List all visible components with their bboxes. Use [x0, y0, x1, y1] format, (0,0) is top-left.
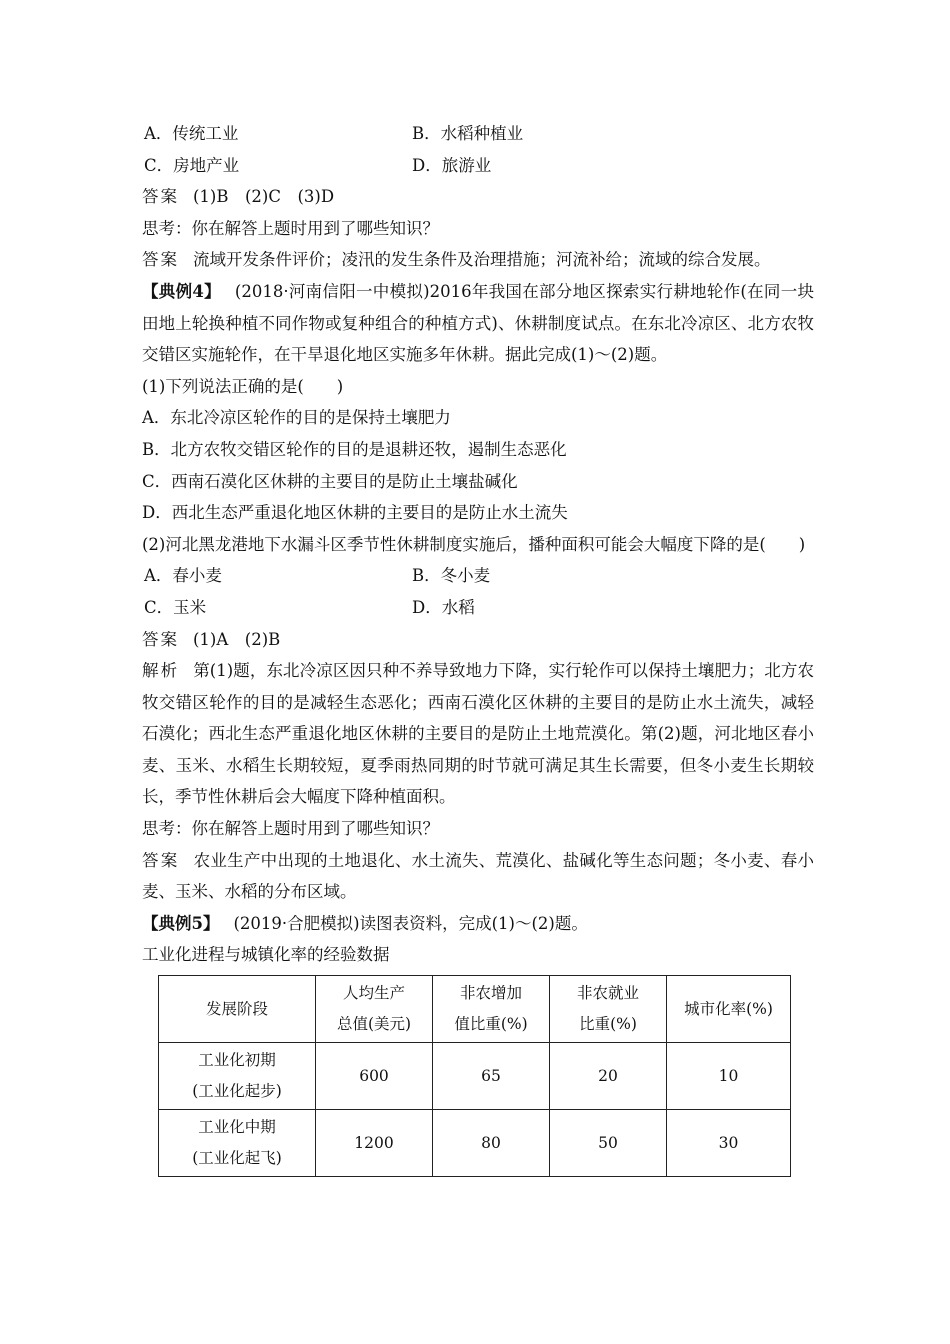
option-d: D．西北生态严重退化地区休耕的主要目的是防止水土流失 [142, 503, 568, 523]
example-tag: 【典例5】 [142, 913, 220, 933]
cell-nonagri-employ: 50 [550, 1110, 667, 1177]
cell-stage: 工业化初期 (工业化起步) [159, 1043, 316, 1110]
option-row [142, 150, 814, 182]
data-table [158, 975, 791, 1177]
option-row [142, 560, 814, 592]
example-text: (2018·河南信阳一中模拟)2016年我国在部分地区探索实行耕地轮作(在同一块田地上轮换种植不同作物或复种组合的种植方式)、休耕制度试点。在东北冷凉区、北方农牧交错区实施轮作，在干旱退化地区实施多年休耕。据此完成(1)～(2)题。 [142, 281, 814, 365]
answer-text: (1)B (2)C (3)D [193, 187, 335, 207]
option-b: B．水稻种植业 [412, 124, 524, 143]
example-4 [142, 276, 814, 371]
think-line: 思考：你在解答上题时用到了哪些知识？ [142, 218, 439, 238]
question-stem: (1)下列说法正确的是( ) [142, 376, 344, 396]
think-line: 思考：你在解答上题时用到了哪些知识？ [142, 819, 439, 839]
option-b: B．冬小麦 [412, 566, 491, 586]
header-nonagri-employ: 非农就业 比重(%) [550, 976, 667, 1043]
option-d: D．旅游业 [412, 155, 492, 175]
answer-line [142, 845, 814, 908]
cell-nonagri-value: 80 [433, 1110, 550, 1177]
cell-gdp: 600 [316, 1043, 433, 1110]
option-c: C．玉米 [144, 597, 207, 617]
example-text: (2019·合肥模拟)读图表资料，完成(1)～(2)题。 [233, 913, 588, 933]
header-gdp: 人均生产 总值(美元) [316, 976, 433, 1043]
option-a: A．东北冷凉区轮作的目的是保持土壤肥力 [142, 408, 451, 428]
header-stage: 发展阶段 [159, 976, 316, 1043]
answer-text: 流域开发条件评价；凌汛的发生条件及治理措施；河流补给；流域的综合发展。 [193, 250, 771, 270]
header-nonagri-value: 非农增加 值比重(%) [433, 976, 550, 1043]
cell-gdp: 1200 [316, 1110, 433, 1177]
table-row [159, 1110, 791, 1177]
analysis [142, 655, 814, 813]
option-a: A．传统工业 [144, 124, 239, 143]
header-urban: 城市化率(%) [667, 976, 791, 1043]
cell-stage: 工业化中期 (工业化起飞) [159, 1110, 316, 1177]
answer-text: (1)A (2)B [193, 629, 281, 649]
document-page [142, 118, 814, 1177]
example-5 [142, 908, 814, 940]
option-c: C．西南石漠化区休耕的主要目的是防止土壤盐碱化 [142, 471, 518, 491]
cell-urban: 10 [667, 1043, 791, 1110]
table-caption: 工业化进程与城镇化率的经验数据 [142, 945, 390, 965]
option-row [142, 118, 814, 150]
example-tag: 【典例4】 [142, 281, 221, 301]
cell-urban: 30 [667, 1110, 791, 1177]
answer-line [142, 244, 814, 276]
answer-label: 答案 [142, 187, 179, 207]
answer-label: 答案 [142, 250, 179, 270]
option-d: D．水稻 [412, 597, 475, 617]
option-a: A．春小麦 [144, 566, 222, 586]
analysis-text: 第(1)题，东北冷凉区因只种不养导致地力下降，实行轮作可以保持土壤肥力；北方农牧交错区轮作的目的是减轻生态恶化；西南石漠化区休耕的主要目的是防止水土流失，减轻石漠化；西北生态严重退化地区休耕的主要目的是防止土地荒漠化。第(2)题，河北地区春小麦、玉米、水稻生长期较短，夏季雨热同期的时节就可满足其生长需要，但冬小麦生长期较长，季节性休耕后会大幅度下降种植面积。 [142, 661, 815, 807]
table-row [159, 1043, 791, 1110]
answer-label: 答案 [142, 629, 179, 649]
cell-nonagri-employ: 20 [550, 1043, 667, 1110]
answer-line [142, 624, 814, 656]
analysis-label: 解析 [142, 661, 180, 681]
option-c: C．房地产业 [144, 155, 240, 175]
table-header-row [159, 976, 791, 1043]
cell-nonagri-value: 65 [433, 1043, 550, 1110]
option-row [142, 592, 814, 624]
answer-line [142, 181, 814, 213]
question-stem: (2)河北黑龙港地下水漏斗区季节性休耕制度实施后，播种面积可能会大幅度下降的是( ) [142, 534, 806, 554]
option-b: B．北方农牧交错区轮作的目的是退耕还牧，遏制生态恶化 [142, 439, 567, 459]
answer-text: 农业生产中出现的土地退化、水土流失、荒漠化、盐碱化等生态问题；冬小麦、春小麦、玉米、水稻的分布区域。 [142, 850, 815, 902]
answer-label: 答案 [142, 850, 180, 870]
